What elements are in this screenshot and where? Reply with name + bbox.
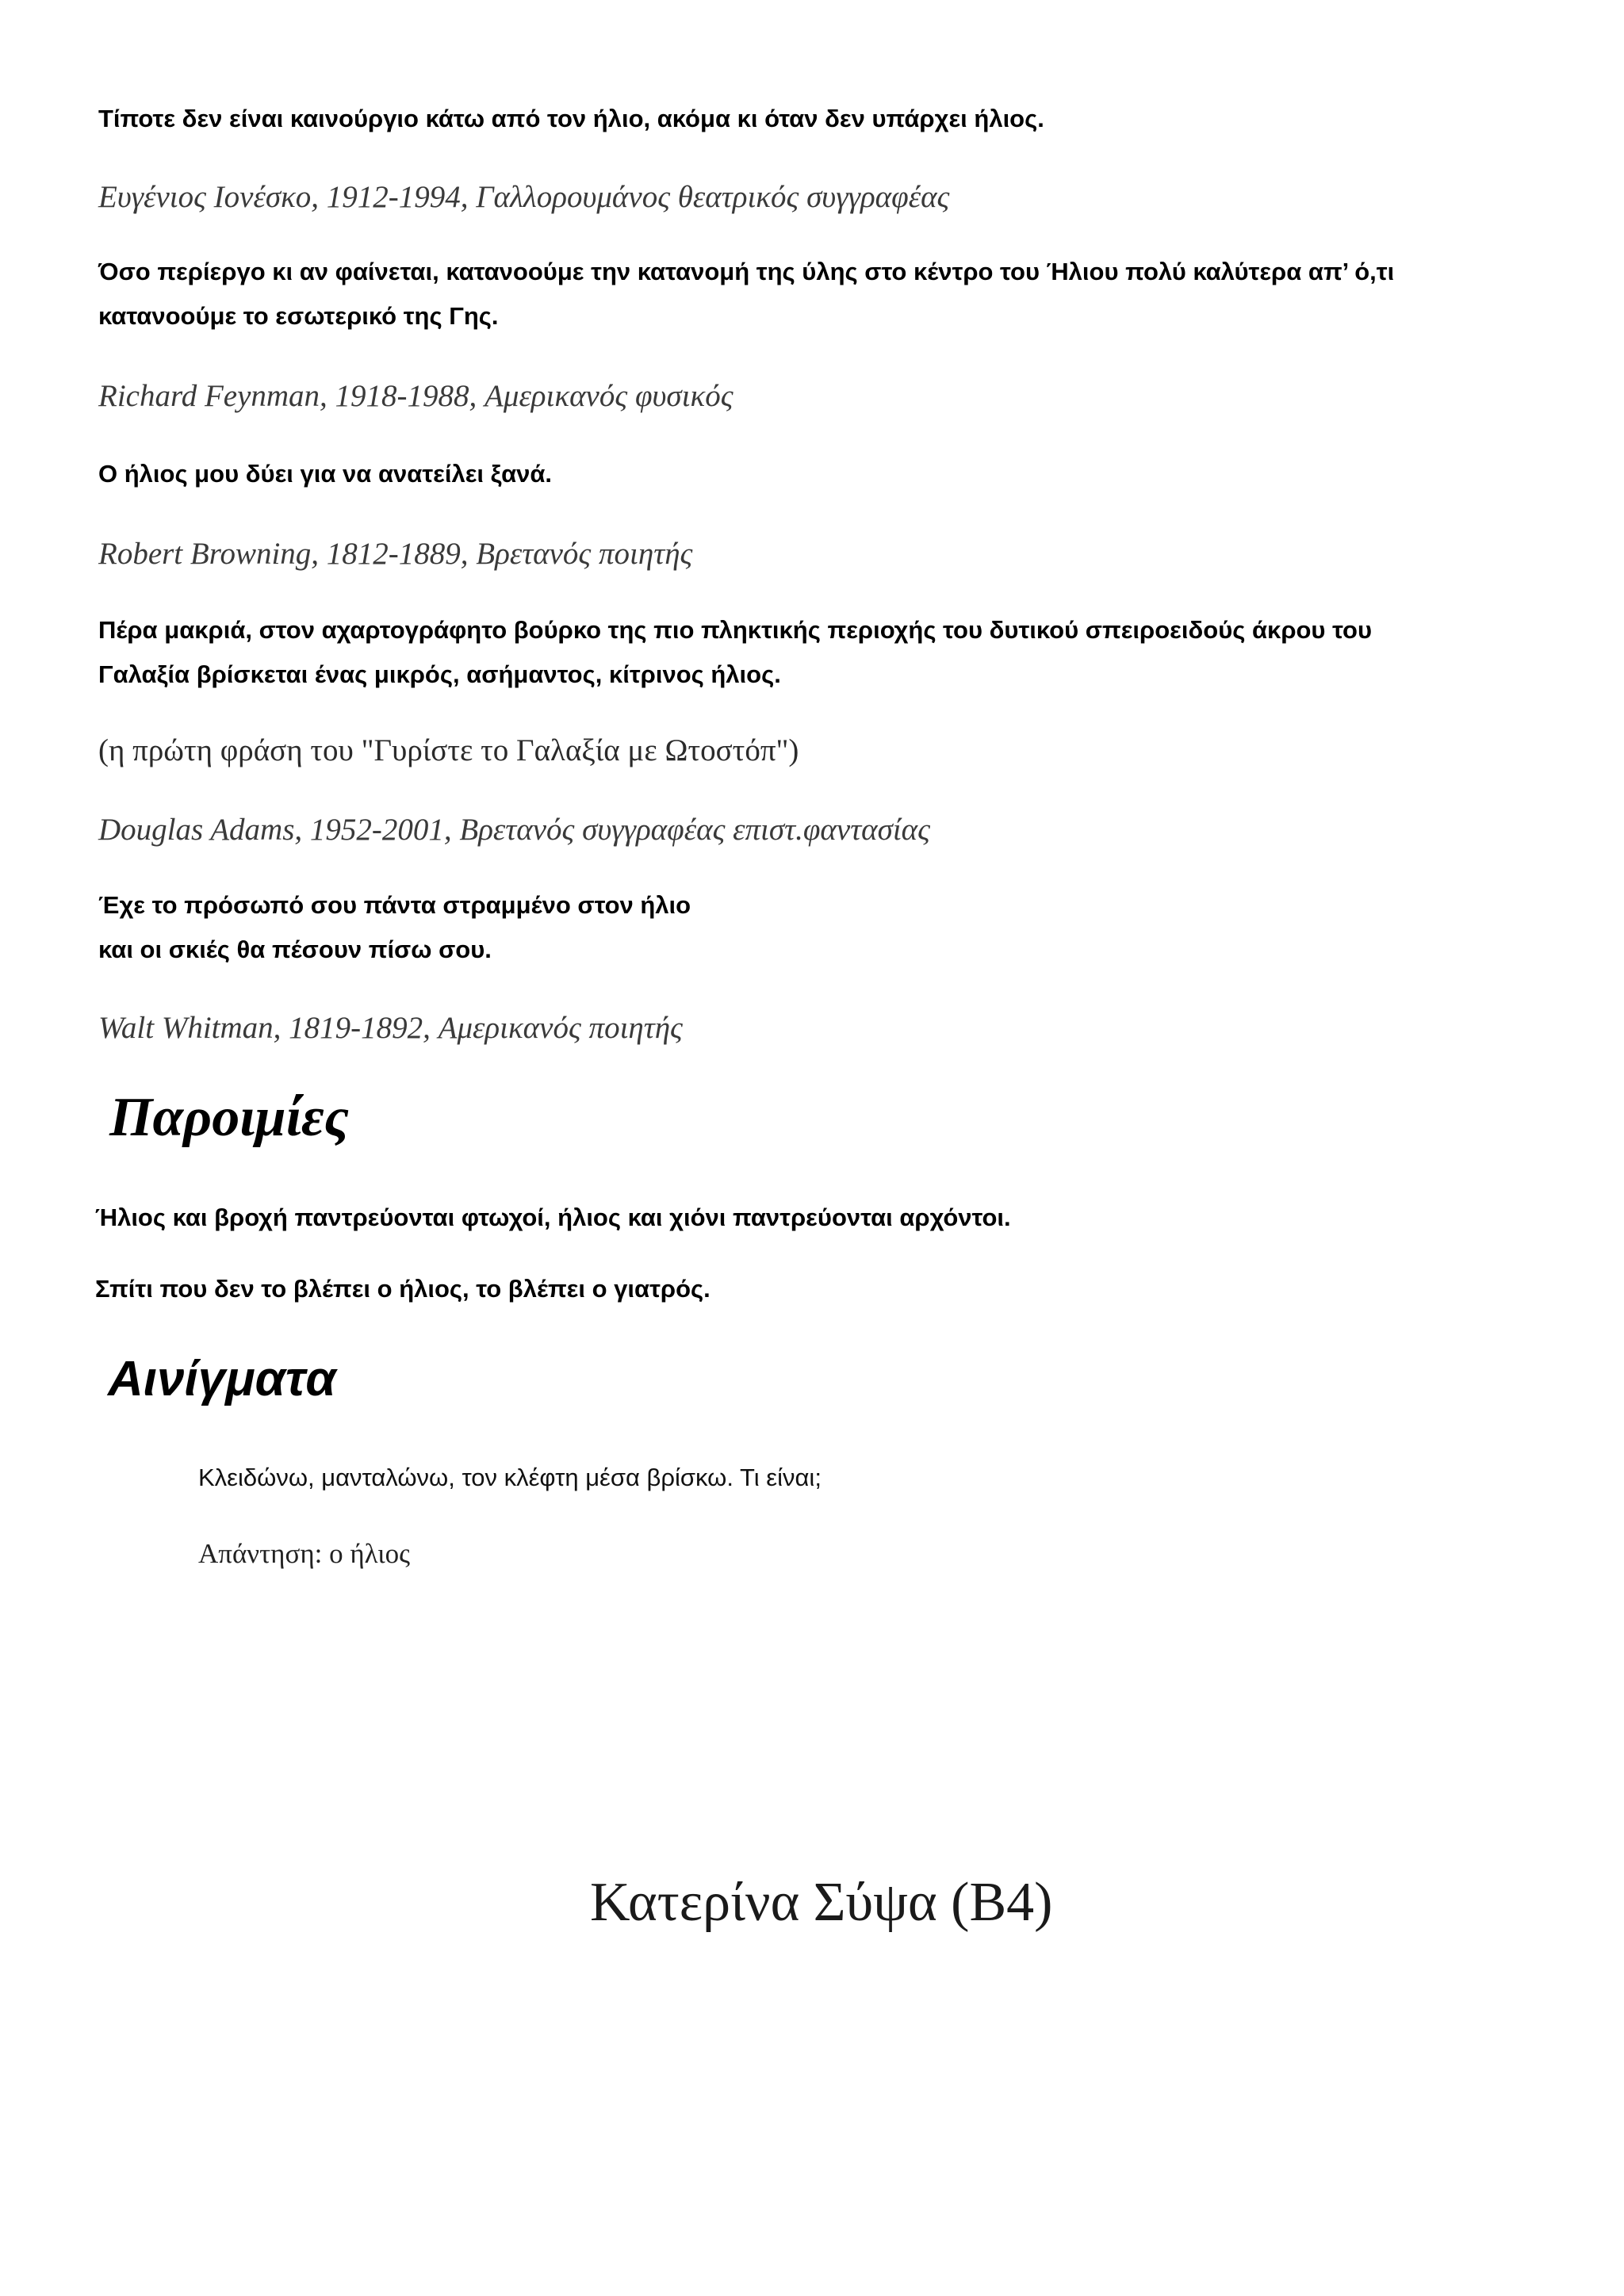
quote-4 [98, 608, 1372, 697]
quote-4-author: Douglas Adams, 1952-2001, Βρετανός συγγραφέας επιστ.φαντασίας [98, 813, 930, 847]
proverb-2: Σπίτι που δεν το βλέπει ο ήλιος, το βλέπει ο γιατρός. [95, 1275, 710, 1303]
quote-5-line-2: και οι σκιές θα πέσουν πίσω σου. [98, 936, 492, 963]
quote-4-line-1: Πέρα μακριά, στον αχαρτογράφητο βούρκο της πιο πληκτικής περιοχής του δυτικού σπειροειδούς άκρου του [98, 616, 1373, 644]
quote-2-author: Richard Feynman, 1918-1988, Αμερικανός φυσικός [98, 379, 733, 413]
author-signature: Κατερίνα Σύψα (Β4) [590, 1872, 1053, 1933]
quote-3-line-1: Ο ήλιος μου δύει για να ανατείλει ξανά. [98, 460, 553, 488]
quote-1-author: Ευγένιος Ιονέσκο, 1912-1994, Γαλλορουμάνος θεατρικός συγγραφέας [98, 180, 950, 214]
quote-2 [98, 250, 1394, 339]
quote-5-author: Walt Whitman, 1819-1892, Αμερικανός ποιητής [98, 1011, 683, 1045]
quote-4-line-2: Γαλαξία βρίσκεται ένας μικρός, ασήμαντος, κίτρινος ήλιος. [98, 660, 781, 688]
quote-4-note: (η πρώτη φράση του "Γυρίστε το Γαλαξία με Ωτοστόπ") [98, 733, 799, 767]
quote-5 [98, 883, 691, 972]
quote-3-author: Robert Browning, 1812-1889, Βρετανός ποιητής [98, 537, 693, 571]
quote-2-line-2: κατανοούμε το εσωτερικό της Γης. [98, 302, 499, 330]
riddle-answer: Απάντηση: ο ήλιος [198, 1538, 410, 1569]
quote-3 [98, 452, 552, 496]
quote-2-line-1: Όσο περίεργο κι αν φαίνεται, κατανοούμε την κατανομή της ύλης στο κέντρο του Ήλιου πολύ καλύτερα απ’ ό,τι [98, 258, 1395, 285]
quote-1 [98, 97, 1044, 141]
quote-1-line-1: Τίποτε δεν είναι καινούργιο κάτω από τον ήλιο, ακόμα κι όταν δεν υπάρχει ήλιος. [98, 105, 1044, 132]
quote-5-line-1: Έχε το πρόσωπό σου πάντα στραμμένο στον ήλιο [98, 891, 691, 919]
riddle-question: Κλειδώνω, μανταλώνω, τον κλέφτη μέσα βρίσκω. Τι είναι; [198, 1464, 822, 1491]
proverbs-heading: Παροιμίες [109, 1087, 349, 1148]
proverb-1: Ήλιος και βροχή παντρεύονται φτωχοί, ήλιος και χιόνι παντρεύονται αρχόντοι. [95, 1203, 1011, 1231]
riddles-heading: Αινίγματα [108, 1352, 336, 1406]
